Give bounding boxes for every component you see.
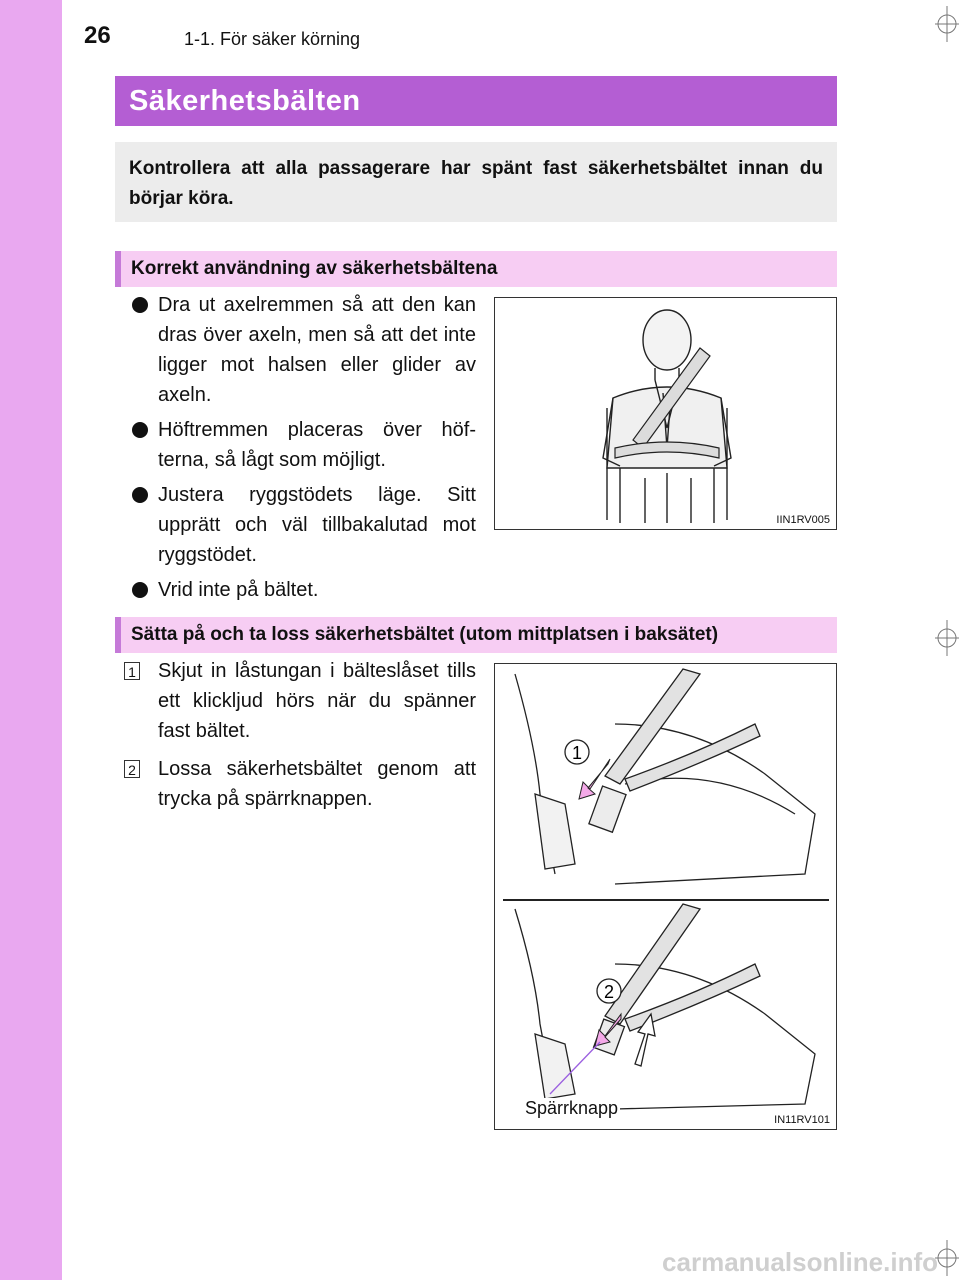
callout-1: 1 — [571, 743, 583, 763]
registration-mark-icon — [935, 1240, 959, 1276]
step-number: 1 — [124, 662, 140, 680]
list-item: 2 Lossa säkerhetsbältet genom att trycka på spärrknappen. — [124, 754, 476, 814]
figure-code: IIN1RV005 — [776, 514, 830, 526]
watermark: carmanualsonline.info — [662, 1247, 938, 1277]
bullet-icon — [132, 582, 148, 598]
section-heading-correct-use: Korrekt användning av säkerhetsbältena — [115, 251, 837, 287]
callout-2: 2 — [603, 982, 615, 1002]
bullet-icon — [132, 487, 148, 503]
buckle-illustration — [495, 664, 837, 1130]
bullet-list — [130, 290, 476, 610]
intro-box — [115, 142, 837, 222]
bullet-icon — [132, 297, 148, 313]
step-number: 2 — [124, 760, 140, 778]
seated-person-illustration — [495, 298, 837, 530]
label-release-button: Spärrknapp — [525, 1098, 619, 1118]
registration-mark-icon — [935, 6, 959, 42]
page-number: 26 — [84, 22, 111, 49]
side-tab — [0, 0, 62, 1280]
running-head: 1-1. För säker körning — [184, 29, 361, 49]
registration-mark-icon — [935, 620, 959, 656]
list-item: Höftremmen placeras över höf-terna, så lågt som möjligt. — [130, 415, 476, 475]
step-list — [124, 656, 476, 822]
list-item: Dra ut axelremmen så att den kan dras över axeln, men så att det inte ligger mot halsen eller glider av axeln. — [130, 290, 476, 410]
page-title: Säkerhetsbälten — [115, 76, 837, 126]
figure-seated-person — [494, 297, 837, 530]
intro-text: Kontrollera att alla passagerare har spänt fast säkerhetsbältet innan du börjar köra. — [129, 158, 823, 209]
section-heading-fasten-release: Sätta på och ta loss säkerhetsbältet (utom mittplatsen i baksätet) — [115, 617, 837, 653]
bullet-icon — [132, 422, 148, 438]
list-item: 1 Skjut in låstungan i bälteslåset tills ett klickljud hörs när du spänner fast bältet. — [124, 656, 476, 746]
list-item: Vrid inte på bältet. — [130, 575, 476, 605]
figure-code: IN11RV101 — [774, 1114, 830, 1126]
figure-buckle — [494, 663, 837, 1130]
list-item: Justera ryggstödets läge. Sitt upprätt och väl tillbakalutad mot ryggstödet. — [130, 480, 476, 570]
